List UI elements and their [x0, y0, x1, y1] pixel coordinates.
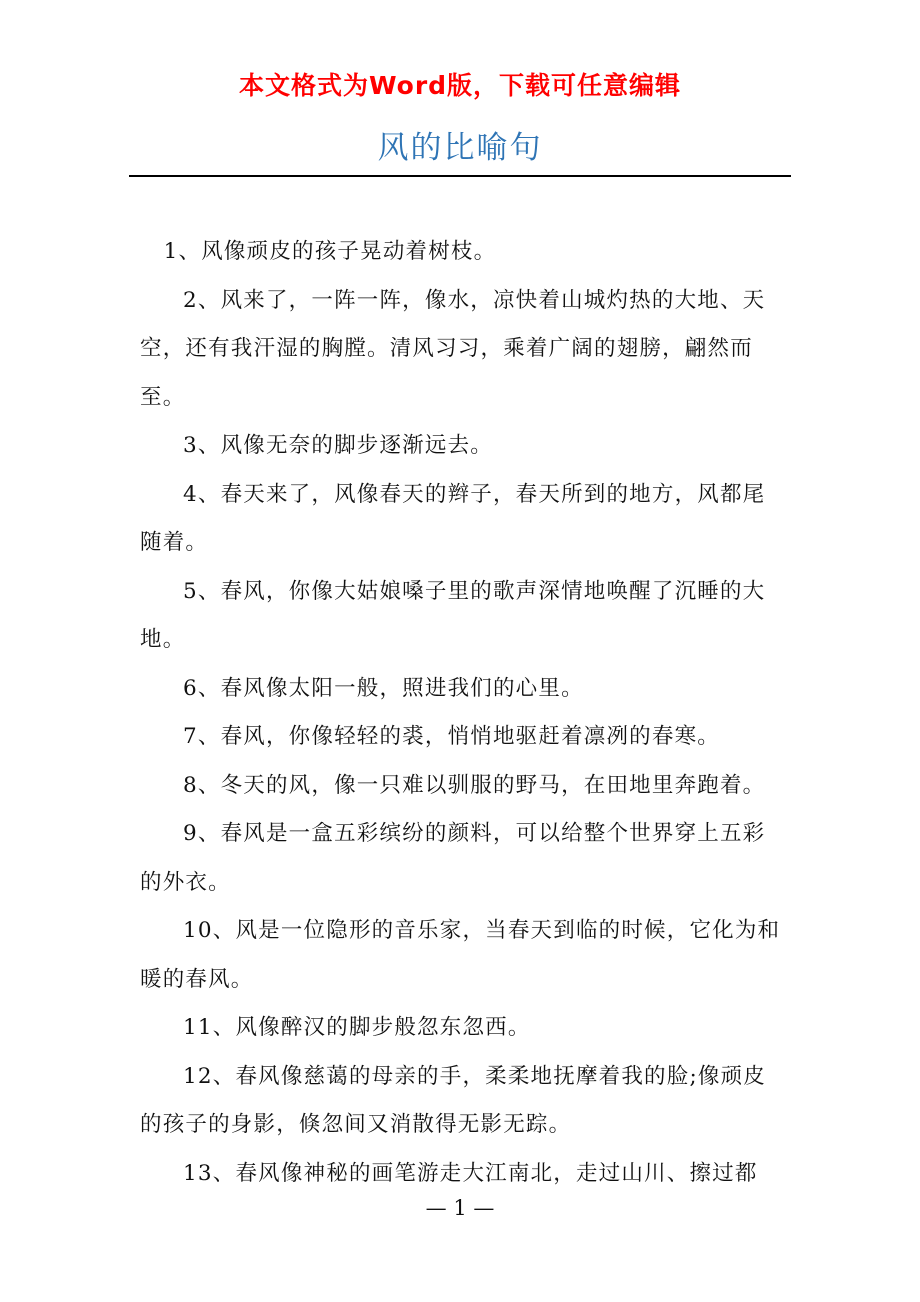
paragraph-4: 4、春天来了，风像春天的辫子，春天所到的地方，风都尾随着。 [140, 481, 766, 555]
paragraph-10: 10、风是一位隐形的音乐家，当春天到临的时候，它化为和暖的春风。 [140, 918, 781, 992]
paragraph-12: 12、春风像慈蔼的母亲的手，柔柔地抚摩着我的脸;像顽皮的孩子的身影，倏忽间又消散得无影无踪。 [140, 1063, 767, 1137]
paragraph-5: 5、春风，你像大姑娘嗓子里的歌声深情地唤醒了沉睡的大地。 [140, 578, 766, 652]
paragraph-9: 9、春风是一盒五彩缤纷的颜料，可以给整个世界穿上五彩的外衣。 [140, 821, 766, 895]
page-number: — 1 — [425, 1196, 495, 1220]
paragraph-3: 3、风像无奈的脚步逐渐远去。 [183, 433, 493, 458]
paragraph-1: 1、风像顽皮的孩子晃动着树枝。 [163, 239, 497, 264]
paragraph-7: 7、春风，你像轻轻的裘，悄悄地驱赶着凛冽的春寒。 [183, 724, 720, 749]
paragraph-13: 13、春风像神秘的画笔游走大江南北，走过山川、擦过都 [183, 1160, 758, 1186]
paragraph-6: 6、春风像太阳一般，照进我们的心里。 [183, 675, 584, 701]
paragraph-8: 8、冬天的风，像一只难以驯服的野马，在田地里奔跑着。 [183, 772, 766, 798]
page-title: 风的比喻句 [377, 130, 543, 166]
format-notice: 本文格式为Word版，下载可任意编辑 [238, 71, 682, 100]
document-body [140, 228, 782, 1198]
paragraph-2: 2、风来了，一阵一阵，像水，凉快着山城灼热的大地、天空，还有我汗湿的胸膛。清风习习，乘着广阔的翅膀，翩然而至。 [140, 287, 766, 410]
paragraph-11: 11、风像醉汉的脚步般忽东忽西。 [183, 1015, 531, 1040]
title-divider [129, 175, 791, 177]
